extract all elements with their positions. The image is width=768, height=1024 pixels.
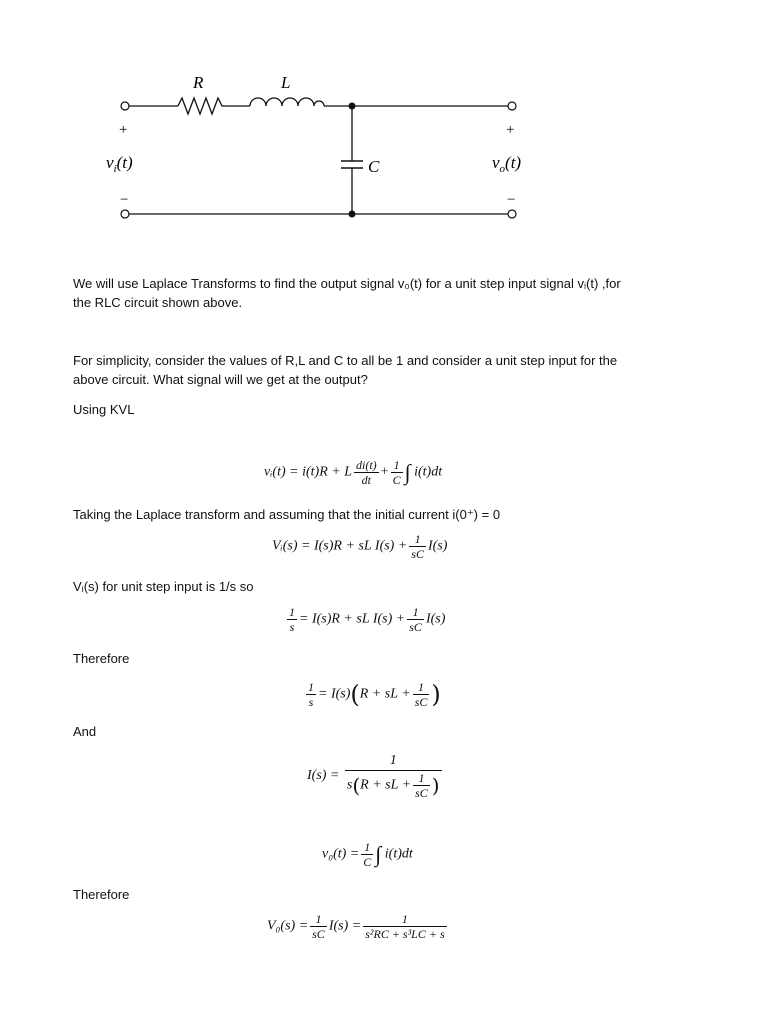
unit-step-text: Vᵢ(s) for unit step input is 1/s so <box>73 579 254 594</box>
input-plus-sign: + <box>119 122 128 138</box>
inductor-label: L <box>281 73 291 92</box>
factored-equation: $\frac{1}{s}$ = I(s)(R + sL + $\frac{1}{sC}$ ) <box>308 680 441 709</box>
input-voltage-label: $v_i(t)$ <box>106 153 133 175</box>
therefore-text-1: Therefore <box>73 651 130 666</box>
current-equation: I(s) = 1 s(R + sL + $\frac{1}{sC}$ ) <box>307 753 440 800</box>
input-terminal-top <box>121 102 129 110</box>
capacitor-label: C <box>368 157 380 176</box>
simplicity-line-2: above circuit. What signal will we get at the output? <box>73 372 368 387</box>
rlc-circuit-diagram <box>0 0 768 240</box>
and-text: And <box>73 724 97 739</box>
simplicity-line-1: For simplicity, consider the values of R,L and C to all be 1 and consider a unit step input for the <box>73 353 618 368</box>
step-substitution-equation: $\frac{1}{s}$ = I(s)R + sL I(s) + $\frac{1}{sC}$ I(s) <box>289 605 446 634</box>
using-kvl-text: Using KVL <box>73 402 135 417</box>
laplace-equation: Vᵢ(s) = I(s)R + sL I(s) + $\frac{1}{sC}$ I(s) <box>272 532 448 561</box>
output-terminal-bottom <box>508 210 516 218</box>
inductor-symbol <box>250 98 324 106</box>
eq5-fraction: 1 s(R + sL + $\frac{1}{sC}$ ) <box>346 753 440 800</box>
output-minus-sign: − <box>507 192 516 208</box>
resistor-symbol <box>178 98 250 114</box>
eq7-final-fraction: $\frac{1}{\text{s²RC + s³LC + s}}$ <box>365 912 445 941</box>
input-minus-sign: − <box>120 192 129 208</box>
junction-dot-bottom <box>349 211 356 218</box>
kvl-equation: vᵢ(t) = i(t)R + L $\frac{di(t)}{dt}$ + $\frac{1}{C}$ ∫ i(t)dt <box>264 458 443 487</box>
output-plus-sign: + <box>506 122 515 138</box>
eq2-fraction: $\frac{1}{sC}$ <box>411 532 424 561</box>
eq1-capacitor-fraction: $\frac{1}{C}$ <box>392 458 401 487</box>
resistor-label: R <box>193 73 204 92</box>
output-terminal-top <box>508 102 516 110</box>
intro-line-2: the RLC circuit shown above. <box>73 295 243 310</box>
eq1-derivative-fraction: $\frac{di(t)}{dt}$ <box>355 458 377 487</box>
output-voltage-label: $v_o(t)$ <box>492 153 522 175</box>
eq1-integral-sign: ∫ <box>404 459 411 485</box>
output-voltage-equation: v₀(t) = $\frac{1}{C}$ ∫ i(t)dt <box>322 840 413 869</box>
output-transfer-equation: V₀(s) = $\frac{1}{sC}$ I(s) = $\frac{1}{\text{s²RC + s³LC + s}}$ <box>267 912 445 941</box>
therefore-text-2: Therefore <box>73 887 130 902</box>
laplace-assumption-text: Taking the Laplace transform and assuming that the initial current i(0⁺) = 0 <box>73 507 501 522</box>
intro-line-1: We will use Laplace Transforms to find the output signal v₀(t) for a unit step input signal vᵢ(t) ,for <box>73 276 621 291</box>
junction-dot-top <box>349 103 356 110</box>
input-terminal-bottom <box>121 210 129 218</box>
eq1-lhs: vᵢ(t) = i(t)R + L <box>264 464 352 480</box>
